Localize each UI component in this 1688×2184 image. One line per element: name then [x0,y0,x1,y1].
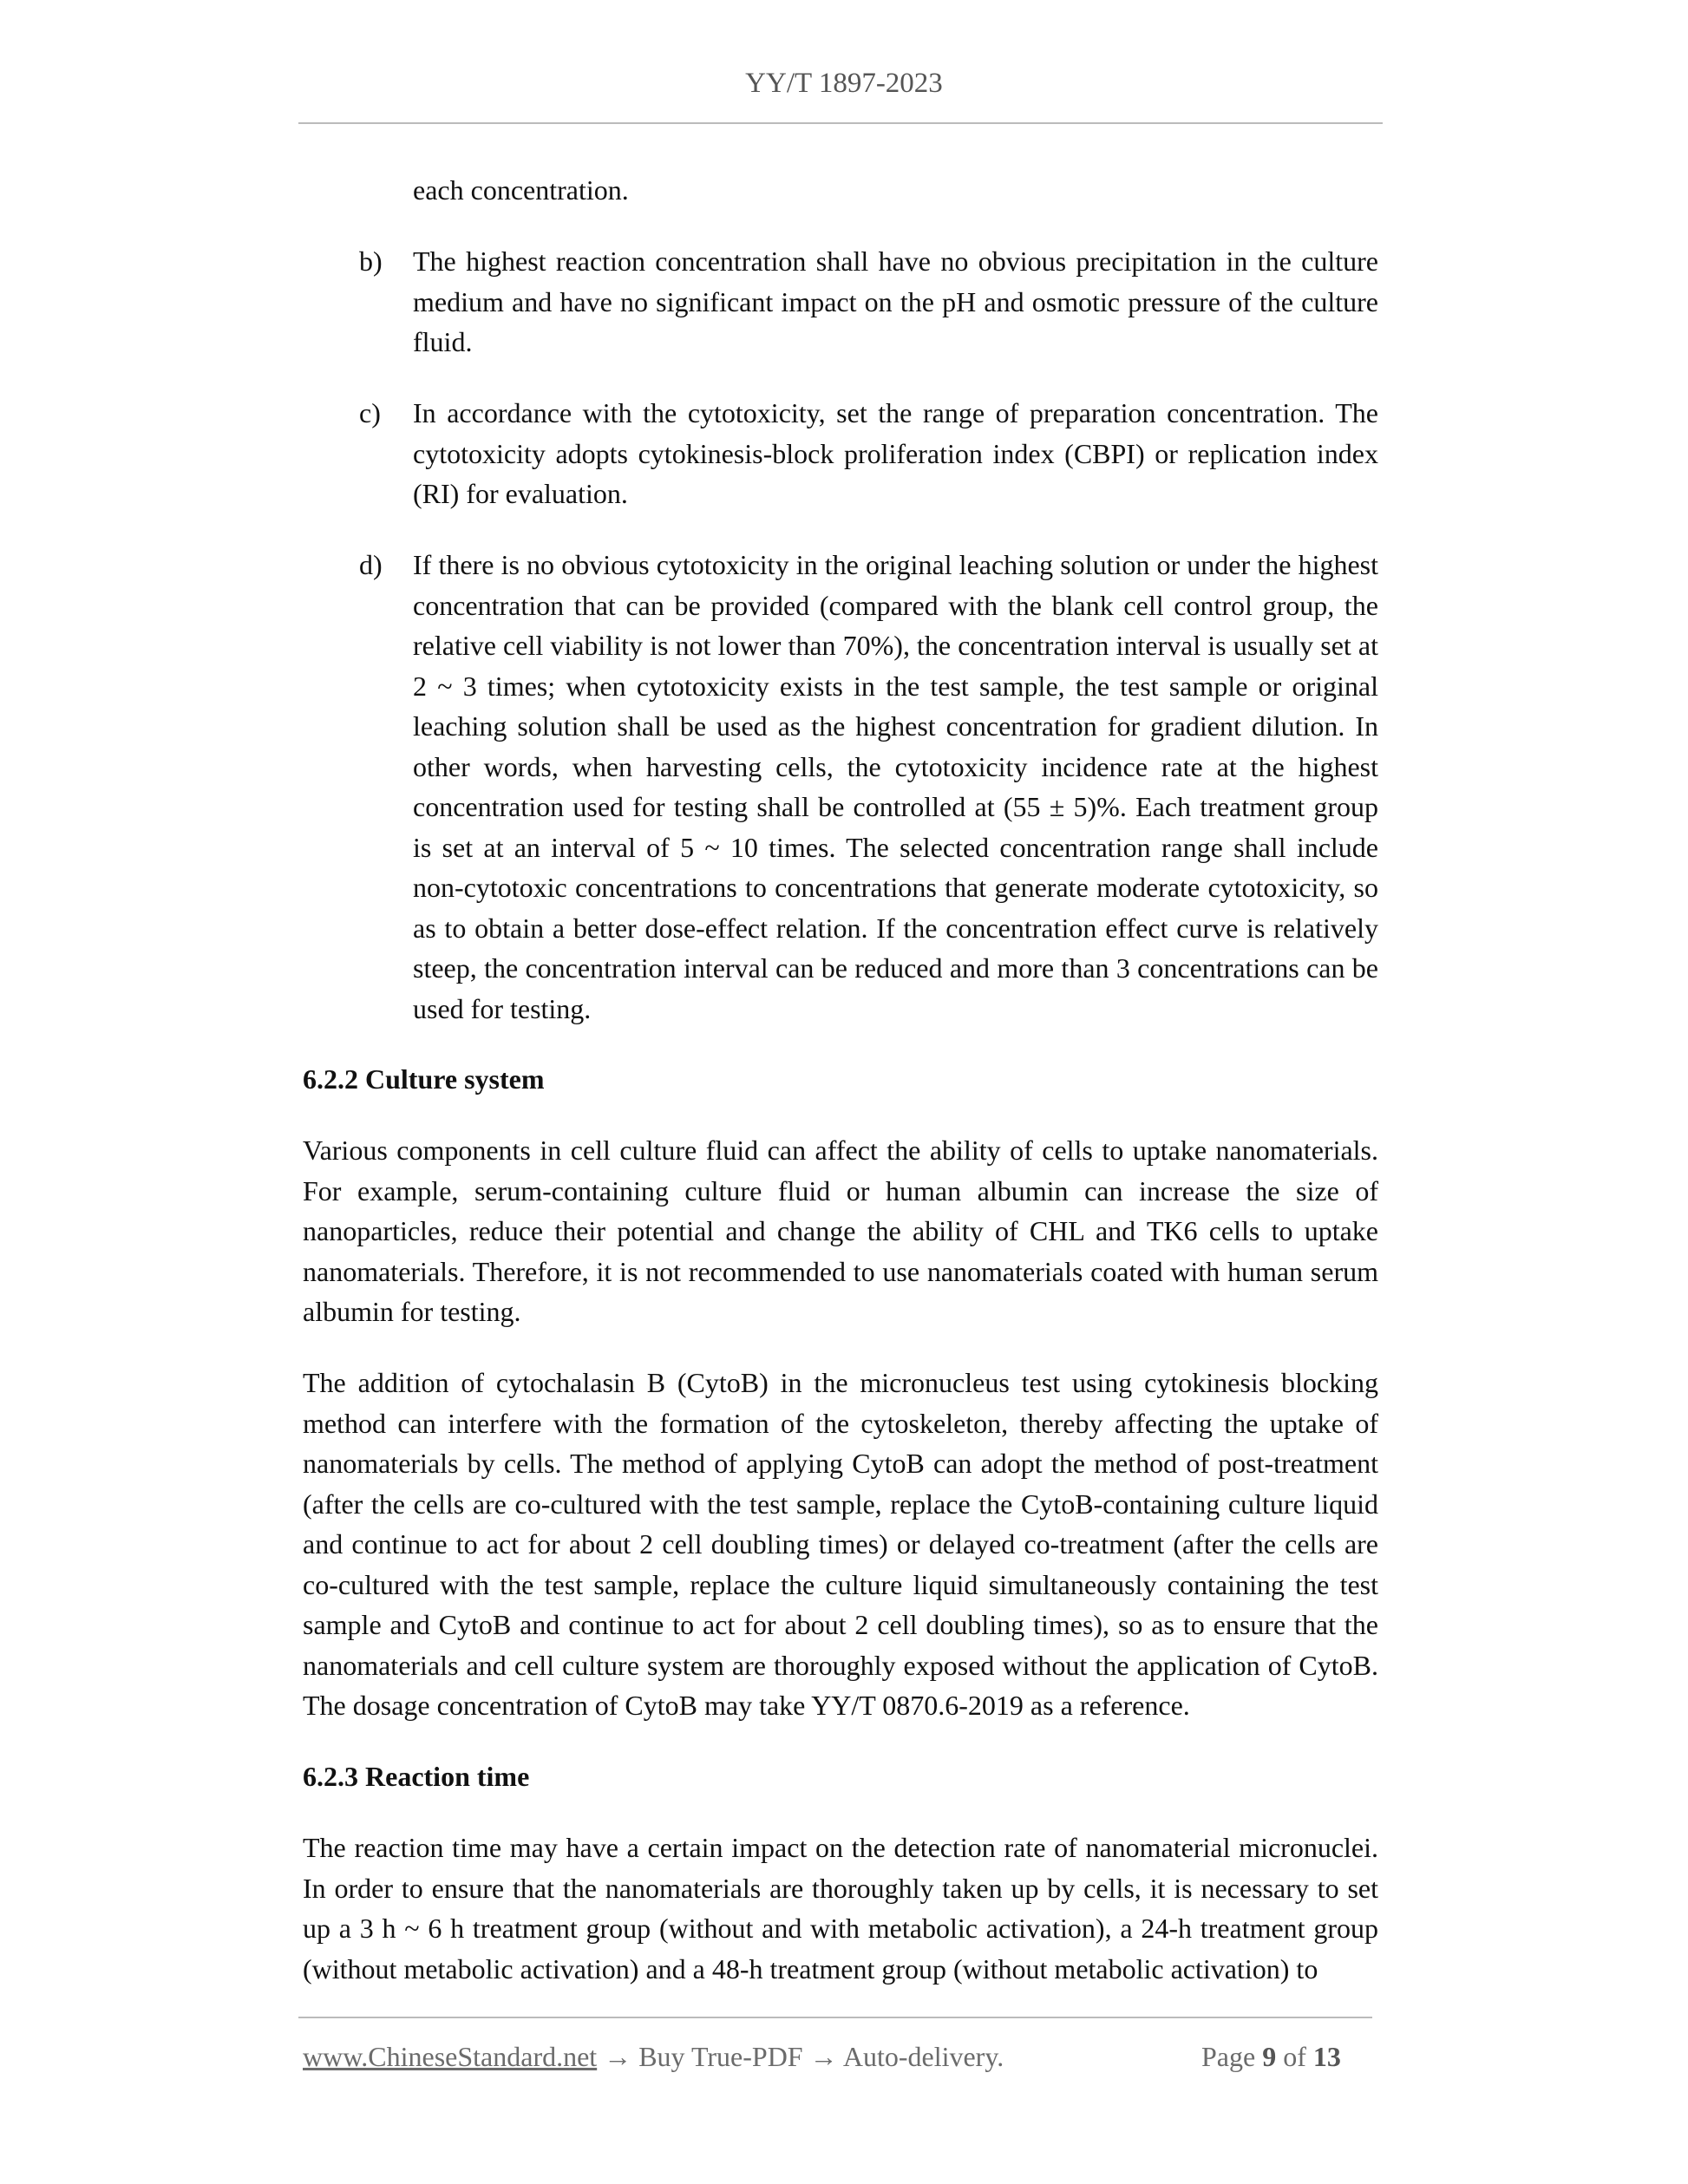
current-page-number: 9 [1262,2041,1277,2072]
list-marker: b) [359,245,383,277]
paragraph: The reaction time may have a certain impact on the detection rate of nanomaterial micronuclei. In order to ensure that the nanomaterials are thoroughly taken up by cells, it is necessary to set up a 3 h ~ 6 h treatment group (without and with metabolic activation), a 24-h treatment group (without metabolic activation) and a 48-h treatment group (without metabolic activation) to [303,1832,1378,1985]
of-label: of [1283,2041,1306,2072]
list-marker: d) [359,549,383,580]
section-heading-culture-system: 6.2.2 Culture system [303,1063,545,1095]
list-marker: c) [359,397,381,428]
paragraph: Various components in cell culture fluid can affect the ability of cells to uptake nanomaterials. For example, serum-containing culture fluid or human albumin can increase the size of nanoparticles, reduce their potential and change the ability of CHL and TK6 cells to uptake nanomaterials. Therefore, it is not recommended to use nanomaterials coated with human serum albumin for testing. [303,1135,1378,1327]
continuation-text: each concentration. [413,174,629,206]
section-heading-reaction-time: 6.2.3 Reaction time [303,1761,530,1792]
list-item-text: The highest reaction concentration shall have no obvious precipitation in the culture medium and have no significant impact on the pH and osmotic pressure of the culture fluid. [413,245,1378,357]
website-link[interactable]: www.ChineseStandard.net [303,2041,598,2072]
footer-promo [303,2037,1004,2076]
total-pages-number: 13 [1312,2041,1341,2072]
paragraph: The addition of cytochalasin B (CytoB) in the micronucleus test using cytokinesis blocking method can interfere with the formation of the cytoskeleton, thereby affecting the uptake of nanomaterials by cells. The method of applying CytoB can adopt the method of post-treatment (after the cells are co-cultured with the test sample, replace the CytoB-containing culture liquid and continue to act for about 2 cell doubling times) or delayed co-treatment (after the cells are co-cultured with the test sample, replace the culture liquid simultaneously containing the test sample and CytoB and continue to act for about 2 cell doubling times), so as to ensure that the nanomaterials and cell culture system are thoroughly exposed without the application of CytoB. The dosage concentration of CytoB may take YY/T 0870.6-2019 as a reference. [303,1367,1378,1721]
page-indicator [1201,2037,1341,2076]
page-label: Page [1201,2041,1256,2072]
list-item-text: In accordance with the cytotoxicity, set the range of preparation concentration. The cytotoxicity adopts cytokinesis-block proliferation index (CBPI) or replication index (RI) for evaluation. [413,397,1378,509]
footer-divider [298,2017,1372,2018]
promo-text: → Buy True-PDF → Auto-delivery. [604,2041,1004,2072]
document-code-header: YY/T 1897-2023 [745,68,943,99]
list-item-text: If there is no obvious cytotoxicity in the original leaching solution or under the highest concentration that can be provided (compared with the blank cell control group, the relative cell viability is not lower than 70%), the concentration interval is usually set at 2 ~ 3 times; when cytotoxicity exists in the test sample, the test sample or original leaching solution shall be used as the highest concentration for gradient dilution. In other words, when harvesting cells, the cytotoxicity incidence rate at the highest concentration used for testing shall be controlled at (55 ± 5)%. Each treatment group is set at an interval of 5 ~ 10 times. The selected concentration range shall include non-cytotoxic concentrations to concentrations that generate moderate cytotoxicity, so as to obtain a better dose-effect relation. If the concentration effect curve is relatively steep, the concentration interval can be reduced and more than 3 concentrations can be used for testing. [413,549,1378,1024]
header-divider [298,122,1383,124]
